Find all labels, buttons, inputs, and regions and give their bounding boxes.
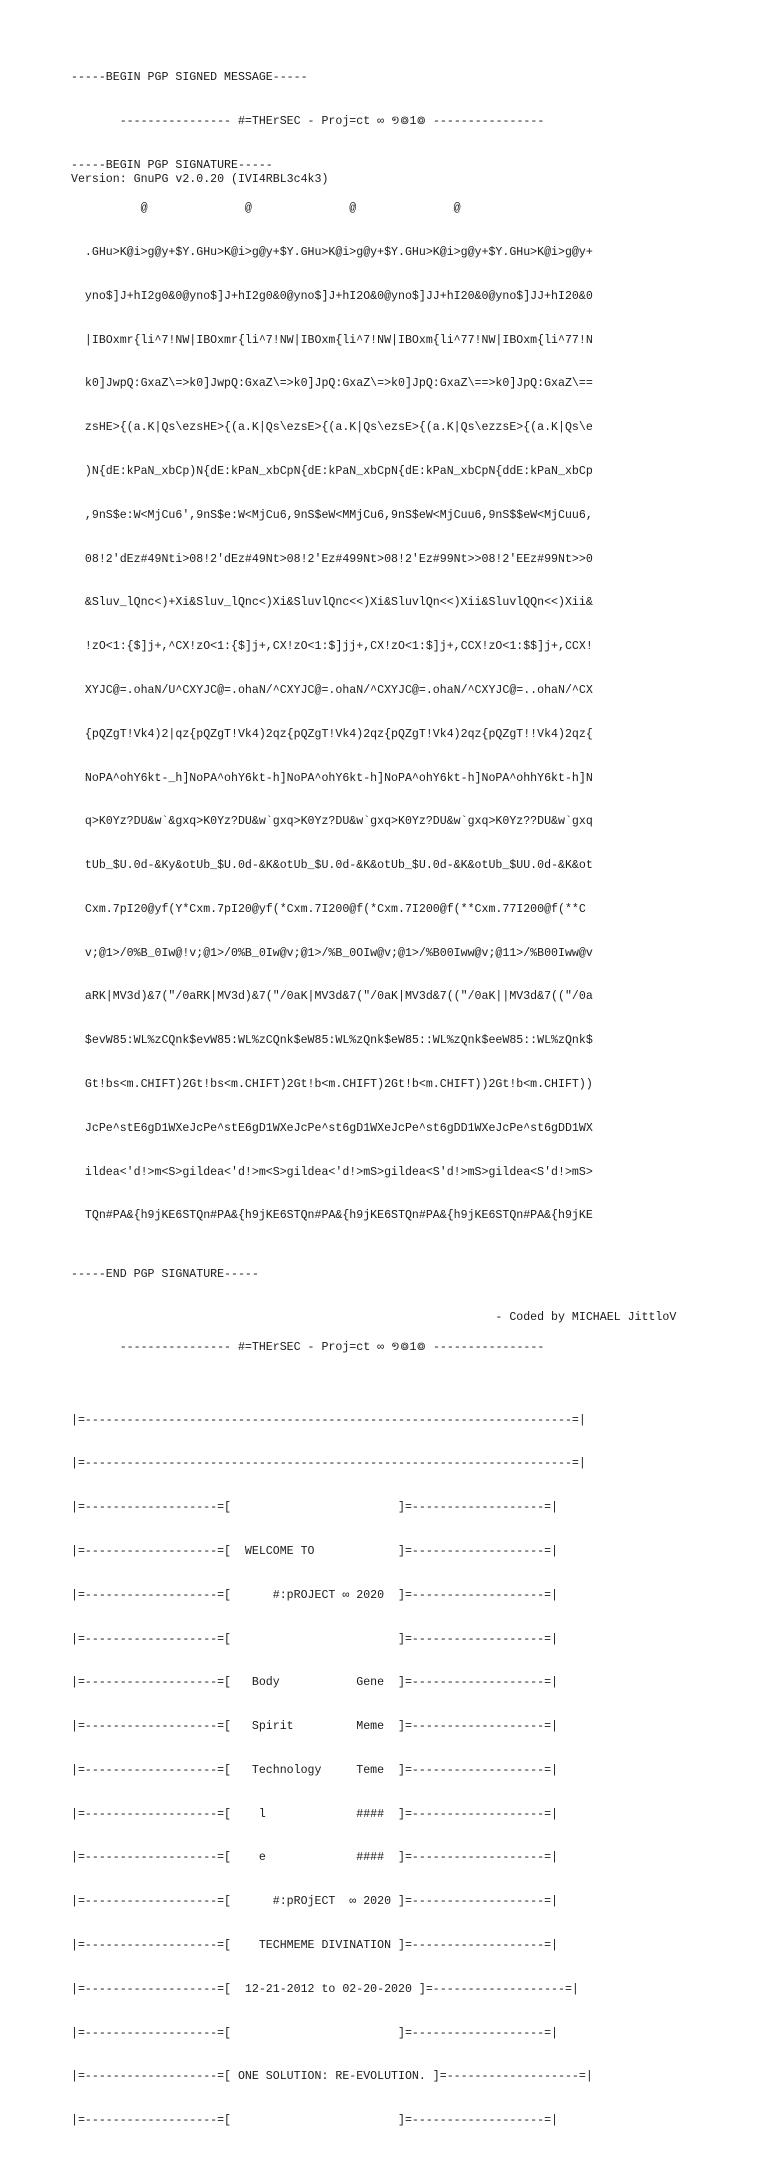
signature-body [71, 217, 751, 1253]
begin-pgp-signature: -----BEGIN PGP SIGNATURE----- [71, 158, 273, 172]
signature-line: Gt!bs<m.CHIFT)2Gt!bs<m.CHIFT)2Gt!b<m.CHIFT)2Gt!b<m.CHIFT))2Gt!b<m.CHIFT)) [71, 1077, 593, 1091]
signature-line: Cxm.7pI20@yf(Y*Cxm.7pI20@yf(*Cxm.7I200@f(*Cxm.7I200@f(**Cxm.77I200@f(**C [71, 902, 586, 916]
box-line: |=-------------------=[ #:pROJECT ∞ 2020 ]=-------------------=| [71, 1588, 559, 1602]
signature-line: yno$]J+hI2g0&0@yno$]J+hI2g0&0@yno$]J+hI2O&0@yno$]JJ+hI20&0@yno$]JJ+hI20&0 [71, 289, 593, 303]
box-line: |=-------------------=[ ]=-------------------=| [71, 1632, 559, 1646]
project-banner-top: ---------------- #=THErSEC - Proj=ct ∞ ១៙1៙ ---------------- [71, 114, 545, 128]
signature-line: !zO<1:{$]j+,^CX!zO<1:{$]j+,CX!zO<1:$]jj+,CX!zO<1:$]j+,CCX!zO<1:$$]j+,CCX! [71, 640, 593, 654]
box-line: |=-------------------=[ ]=-------------------=| [71, 1501, 559, 1515]
box-line: |=-------------------=[ Spirit Meme ]=-------------------=| [71, 1720, 559, 1734]
signature-line: TQn#PA&{h9jKE6STQn#PA&{h9jKE6STQn#PA&{h9jKE6STQn#PA&{h9jKE6STQn#PA&{h9jKE [71, 1209, 593, 1223]
signature-line: ,9nS$e:W<MjCu6',9nS$e:W<MjCu6,9nS$eW<MMjCu6,9nS$eW<MjCuu6,9nS$$eW<MjCuu6, [71, 508, 593, 522]
welcome-ascii-box [71, 1384, 751, 2157]
box-line: |=-------------------=[ e #### ]=-------------------=| [71, 1851, 559, 1865]
box-line: |=-------------------=[ TECHMEME DIVINATION ]=-------------------=| [71, 1939, 559, 1952]
signature-line: )N{dE:kPaN_xbCp)N{dE:kPaN_xbCpN{dE:kPaN_xbCpN{dE:kPaN_xbCpN{ddE:kPaN_xbCp [71, 465, 593, 479]
box-line: |=-------------------=[ ONE SOLUTION: RE-EVOLUTION. ]=-------------------=| [71, 2070, 593, 2084]
box-line: |=-------------------=[ 12-21-2012 to 02-20-2020 ]=-------------------=| [71, 1982, 579, 1996]
box-line: |=-------------------=[ ]=-------------------=| [71, 2026, 559, 2040]
box-line: |=----------------------------------------------------------------------=| [71, 1413, 586, 1427]
signature-line: &Sluv_lQnc<)+Xi&Sluv_lQnc<)Xi&SluvlQnc<<)Xi&SluvlQn<<)Xii&SluvlQQn<<)Xii& [71, 596, 593, 610]
signature-line: {pQZgT!Vk4)2|qz{pQZgT!Vk4)2qz{pQZgT!Vk4)2qz{pQZgT!Vk4)2qz{pQZgT!!Vk4)2qz{ [71, 727, 593, 741]
box-line: |=-------------------=[ WELCOME TO ]=-------------------=| [71, 1544, 559, 1558]
signature-line: ildea<'d!>m<S>gildea<'d!>m<S>gildea<'d!>mS>gildea<S'd!>mS>gildea<S'd!>mS> [71, 1165, 593, 1179]
signature-line: 08!2'dEz#49Nti>08!2'dEz#49Nt>08!2'Ez#499Nt>08!2'Ez#99Nt>>08!2'EEz#99Nt>>0 [71, 552, 593, 566]
signature-line: aRK|MV3d)&7("/0aRK|MV3d)&7("/0aK|MV3d&7("/0aK|MV3d&7(("/0aK||MV3d&7(("/0a [71, 990, 593, 1004]
box-line: |=-------------------=[ #:pROjECT ∞ 2020 ]=-------------------=| [71, 1895, 559, 1909]
signature-line: JcPe^stE6gD1WXeJcPe^stE6gD1WXeJcPe^st6gD1WXeJcPe^st6gDD1WXeJcPe^st6gDD1WX [71, 1121, 593, 1135]
coded-by-credit: - Coded by MICHAEL JittloV [71, 1311, 677, 1325]
begin-signed-message: -----BEGIN PGP SIGNED MESSAGE----- [71, 71, 308, 84]
box-line: |=----------------------------------------------------------------------=| [71, 1457, 586, 1471]
box-line: |=-------------------=[ ]=-------------------=| [71, 2114, 559, 2128]
signature-line: XYJC@=.ohaN/U^CXYJC@=.ohaN/^CXYJC@=.ohaN/^CXYJC@=.ohaN/^CXYJC@=..ohaN/^CX [71, 683, 593, 697]
signature-line: q>K0Yz?DU&w`&gxq>K0Yz?DU&w`gxq>K0Yz?DU&w`gxq>K0Yz?DU&w`gxq>K0Yz??DU&w`gxq [71, 815, 593, 829]
signature-line: |IBOxmr{li^7!NW|IBOxmr{li^7!NW|IBOxm{li^7!NW|IBOxm{li^77!NW|IBOxm{li^77!N [71, 333, 593, 347]
project-banner-bottom: ---------------- #=THErSEC - Proj=ct ∞ ១៙1៙ ---------------- [71, 1340, 545, 1354]
box-line: |=-------------------=[ Technology Teme ]=-------------------=| [71, 1763, 559, 1777]
signature-line: v;@1>/0%B_0Iw@!v;@1>/0%B_0Iw@v;@1>/%B_0OIw@v;@1>/%B00Iww@v;@11>/%B00Iww@v [71, 946, 593, 960]
box-line: |=-------------------=[ Body Gene ]=-------------------=| [71, 1676, 559, 1690]
box-line: |=-------------------=[ l #### ]=-------------------=| [71, 1807, 559, 1821]
end-pgp-signature: -----END PGP SIGNATURE----- [71, 1267, 259, 1281]
gnupg-version: Version: GnuPG v2.0.20 (IVI4RBL3c4k3) [71, 173, 329, 187]
signature-line: .GHu>K@i>g@y+$Y.GHu>K@i>g@y+$Y.GHu>K@i>g@y+$Y.GHu>K@i>g@y+$Y.GHu>K@i>g@y+ [71, 246, 593, 260]
signature-line: NoPA^ohY6kt-_h]NoPA^ohY6kt-h]NoPA^ohY6kt-h]NoPA^ohY6kt-h]NoPA^ohhY6kt-h]N [71, 771, 593, 785]
signature-line: zsHE>{(a.K|Qs\ezsHE>{(a.K|Qs\ezsE>{(a.K|Qs\ezsE>{(a.K|Qs\ezzsE>{(a.K|Qs\e [71, 421, 593, 435]
signature-line: tUb_$U.0d-&Ky&otUb_$U.0d-&K&otUb_$U.0d-&K&otUb_$U.0d-&K&otUb_$UU.0d-&K&ot [71, 859, 593, 873]
signature-line: k0]JwpQ:GxaZ\=>k0]JwpQ:GxaZ\=>k0]JpQ:GxaZ\=>k0]JpQ:GxaZ\==>k0]JpQ:GxaZ\== [71, 377, 593, 391]
signature-line: $evW85:WL%zCQnk$evW85:WL%zCQnk$eW85:WL%zQnk$eW85::WL%zQnk$eeW85::WL%zQnk$ [71, 1034, 593, 1048]
signature-at-row: @ @ @ @ [71, 202, 461, 216]
pgp-document [71, 71, 751, 2158]
